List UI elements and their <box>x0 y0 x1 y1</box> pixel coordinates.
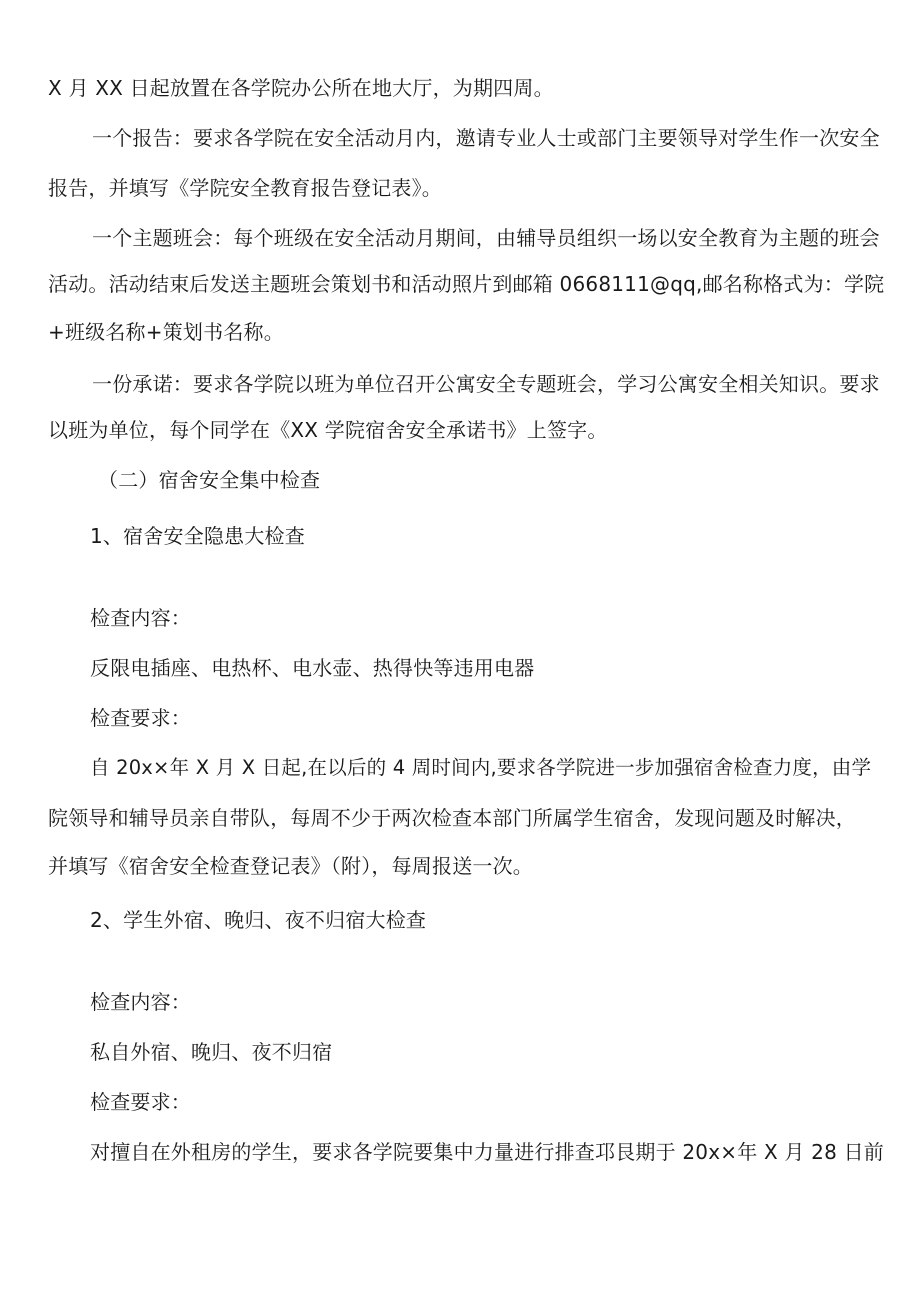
text-line: 检查要求： <box>90 1090 191 1114</box>
text-line: 对擅自在外租房的学生，要求各学院要集中力量进行排查邛艮期于 20x×年 X 月 28 日前 <box>90 1140 884 1164</box>
text-line: 以班为单位，每个同学在《XX 学院宿舍安全承诺书》上签字。 <box>48 418 608 442</box>
section-heading: （二）宿舍安全集中检查 <box>98 468 321 492</box>
text-line: X 月 XX 日起放置在各学院办公所在地大厅，为期四周。 <box>48 76 554 100</box>
text-line: 自 20x×年 X 月 X 日起,在以后的 4 周时间内,要求各学院进一步加强宿舍检查力度，由学 <box>90 756 872 779</box>
subsection-heading: 1、宿舍安全隐患大检查 <box>90 524 305 548</box>
text-line: +班级名称+策划书名称。 <box>48 320 284 344</box>
text-line: 院领导和辅导员亲自带队，每周不少于两次检查本部门所属学生宿舍，发现问题及时解决， <box>48 806 856 830</box>
text-line: 检查内容： <box>90 990 191 1014</box>
text-line: 活动。活动结束后发送主题班会策划书和活动照片到邮箱 0668111@qq,邮名称格式为：学院 <box>48 272 885 296</box>
text-line: 并填写《宿舍安全检查登记表》（附），每周报送一次。 <box>48 854 533 878</box>
text-line: 检查内容： <box>90 606 191 630</box>
text-line: 一个主题班会：每个班级在安全活动月期间，由辅导员组织一场以安全教育为主题的班会 <box>92 226 880 250</box>
text-line: 检查要求： <box>90 706 191 730</box>
subsection-heading: 2、学生外宿、晚归、夜不归宿大检查 <box>90 908 427 932</box>
text-line: 私自外宿、晚归、夜不归宿 <box>90 1040 333 1064</box>
text-line: 一份承诺：要求各学院以班为单位召开公寓安全专题班会，学习公寓安全相关知识。要求 <box>92 372 880 396</box>
text-line: 一个报告：要求各学院在安全活动月内，邀请专业人士或部门主要领导对学生作一次安全 <box>92 126 880 150</box>
text-line: 反限电插座、电热杯、电水壶、热得快等违用电器 <box>90 656 535 680</box>
text-line: 报告，并填写《学院安全教育报告登记表》。 <box>48 176 442 200</box>
